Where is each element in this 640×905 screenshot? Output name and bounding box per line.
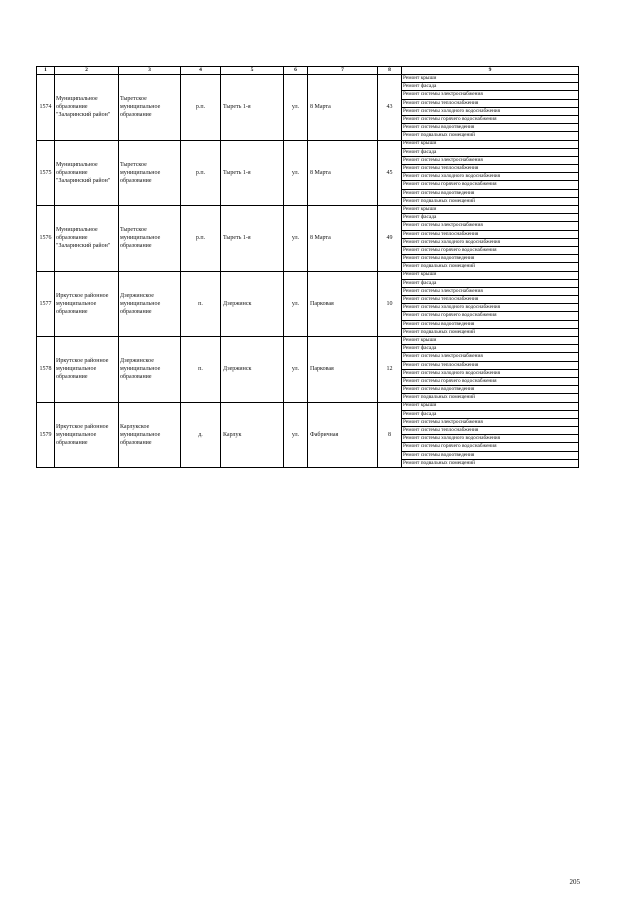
repair-program-table: [36, 66, 579, 468]
street-type-cell: ул.: [284, 75, 308, 141]
repair-work-item: Ремонт системы электроснабжения: [402, 418, 579, 426]
locality-cell: Дзержинск: [221, 271, 284, 337]
table-row: [37, 206, 579, 214]
repair-work-item: Ремонт системы теплоснабжения: [402, 296, 579, 304]
settlement-cell: Тыретское муниципальное образование: [119, 140, 181, 206]
house-number-cell: 45: [378, 140, 402, 206]
repair-work-item: Ремонт системы теплоснабжения: [402, 427, 579, 435]
street-type-cell: ул.: [284, 402, 308, 468]
repair-work-item: Ремонт фасада: [402, 148, 579, 156]
street-type-cell: ул.: [284, 271, 308, 337]
locality-cell: Тыреть 1-я: [221, 75, 284, 141]
settlement-cell: Дзержинское муниципальное образование: [119, 337, 181, 403]
repair-work-item: Ремонт крыши: [402, 271, 579, 279]
table-row: [37, 140, 579, 148]
record-number: 1579: [37, 402, 55, 468]
repair-work-item: Ремонт системы холодного водоснабжения: [402, 369, 579, 377]
table-row: [37, 402, 579, 410]
column-header: 1: [37, 67, 55, 75]
municipality-cell: Иркутское районное муниципальное образование: [55, 271, 119, 337]
repair-work-item: Ремонт подвальных помещений: [402, 459, 579, 467]
municipality-cell: Иркутское районное муниципальное образование: [55, 402, 119, 468]
settlement-type-cell: д.: [181, 402, 221, 468]
house-number-cell: 8: [378, 402, 402, 468]
repair-work-item: Ремонт системы теплоснабжения: [402, 165, 579, 173]
repair-work-item: Ремонт системы электроснабжения: [402, 353, 579, 361]
repair-work-item: Ремонт системы холодного водоснабжения: [402, 107, 579, 115]
repair-work-item: Ремонт системы электроснабжения: [402, 91, 579, 99]
house-number-cell: 43: [378, 75, 402, 141]
repair-work-item: Ремонт фасада: [402, 410, 579, 418]
repair-work-item: Ремонт подвальных помещений: [402, 328, 579, 336]
locality-cell: Карлук: [221, 402, 284, 468]
repair-work-item: Ремонт системы холодного водоснабжения: [402, 435, 579, 443]
repair-work-item: Ремонт системы горячего водоснабжения: [402, 115, 579, 123]
repair-work-item: Ремонт подвальных помещений: [402, 394, 579, 402]
repair-work-item: Ремонт системы горячего водоснабжения: [402, 443, 579, 451]
settlement-cell: Карлукское муниципальное образование: [119, 402, 181, 468]
municipality-cell: Муниципальное образование "Заларинский район": [55, 140, 119, 206]
settlement-type-cell: р.п.: [181, 75, 221, 141]
repair-work-item: Ремонт системы холодного водоснабжения: [402, 173, 579, 181]
street-cell: 8 Марта: [308, 75, 378, 141]
repair-work-item: Ремонт системы электроснабжения: [402, 287, 579, 295]
settlement-type-cell: р.п.: [181, 206, 221, 272]
municipality-cell: Муниципальное образование "Заларинский район": [55, 75, 119, 141]
repair-work-item: Ремонт системы водоотведения: [402, 124, 579, 132]
repair-work-item: Ремонт системы теплоснабжения: [402, 99, 579, 107]
repair-work-item: Ремонт системы электроснабжения: [402, 222, 579, 230]
locality-cell: Дзержинск: [221, 337, 284, 403]
column-header: 7: [308, 67, 378, 75]
repair-work-item: Ремонт фасада: [402, 279, 579, 287]
repair-work-item: Ремонт системы теплоснабжения: [402, 230, 579, 238]
record-number: 1578: [37, 337, 55, 403]
column-header: 6: [284, 67, 308, 75]
record-number: 1577: [37, 271, 55, 337]
column-header: 4: [181, 67, 221, 75]
repair-work-item: Ремонт крыши: [402, 206, 579, 214]
repair-work-item: Ремонт системы водоотведения: [402, 189, 579, 197]
repair-work-item: Ремонт системы водоотведения: [402, 386, 579, 394]
repair-work-item: Ремонт системы горячего водоснабжения: [402, 246, 579, 254]
settlement-type-cell: р.п.: [181, 140, 221, 206]
settlement-cell: Тыретское муниципальное образование: [119, 75, 181, 141]
repair-work-item: Ремонт системы электроснабжения: [402, 156, 579, 164]
house-number-cell: 49: [378, 206, 402, 272]
street-cell: Парковая: [308, 337, 378, 403]
repair-work-item: Ремонт системы горячего водоснабжения: [402, 181, 579, 189]
column-header: 3: [119, 67, 181, 75]
column-header: 2: [55, 67, 119, 75]
settlement-cell: Дзержинское муниципальное образование: [119, 271, 181, 337]
house-number-cell: 10: [378, 271, 402, 337]
street-cell: 8 Марта: [308, 140, 378, 206]
repair-work-item: Ремонт системы горячего водоснабжения: [402, 377, 579, 385]
municipality-cell: Муниципальное образование "Заларинский район": [55, 206, 119, 272]
street-type-cell: ул.: [284, 140, 308, 206]
repair-work-item: Ремонт подвальных помещений: [402, 132, 579, 140]
street-cell: Парковая: [308, 271, 378, 337]
repair-work-item: Ремонт системы водоотведения: [402, 255, 579, 263]
street-cell: 8 Марта: [308, 206, 378, 272]
repair-work-item: Ремонт крыши: [402, 402, 579, 410]
column-header: 5: [221, 67, 284, 75]
repair-work-item: Ремонт системы водоотведения: [402, 320, 579, 328]
repair-work-item: Ремонт подвальных помещений: [402, 263, 579, 271]
column-header: 9: [402, 67, 579, 75]
locality-cell: Тыреть 1-я: [221, 206, 284, 272]
repair-work-item: Ремонт фасада: [402, 345, 579, 353]
table-body: [37, 75, 579, 468]
page-number: 205: [569, 878, 580, 886]
street-cell: Фабричная: [308, 402, 378, 468]
settlement-type-cell: п.: [181, 271, 221, 337]
locality-cell: Тыреть 1-я: [221, 140, 284, 206]
record-number: 1575: [37, 140, 55, 206]
table-header-row: [37, 67, 579, 75]
repair-work-item: Ремонт крыши: [402, 75, 579, 83]
table-row: [37, 75, 579, 83]
record-number: 1576: [37, 206, 55, 272]
repair-work-item: Ремонт крыши: [402, 337, 579, 345]
street-type-cell: ул.: [284, 206, 308, 272]
repair-work-item: Ремонт системы теплоснабжения: [402, 361, 579, 369]
repair-work-item: Ремонт подвальных помещений: [402, 197, 579, 205]
repair-work-item: Ремонт системы горячего водоснабжения: [402, 312, 579, 320]
repair-work-item: Ремонт фасада: [402, 83, 579, 91]
repair-work-item: Ремонт системы холодного водоснабжения: [402, 304, 579, 312]
table-row: [37, 337, 579, 345]
repair-work-item: Ремонт фасада: [402, 214, 579, 222]
house-number-cell: 12: [378, 337, 402, 403]
municipality-cell: Иркутское районное муниципальное образование: [55, 337, 119, 403]
street-type-cell: ул.: [284, 337, 308, 403]
settlement-cell: Тыретское муниципальное образование: [119, 206, 181, 272]
record-number: 1574: [37, 75, 55, 141]
repair-work-item: Ремонт системы холодного водоснабжения: [402, 238, 579, 246]
table-row: [37, 271, 579, 279]
repair-work-item: Ремонт крыши: [402, 140, 579, 148]
settlement-type-cell: п.: [181, 337, 221, 403]
column-header: 8: [378, 67, 402, 75]
repair-work-item: Ремонт системы водоотведения: [402, 451, 579, 459]
